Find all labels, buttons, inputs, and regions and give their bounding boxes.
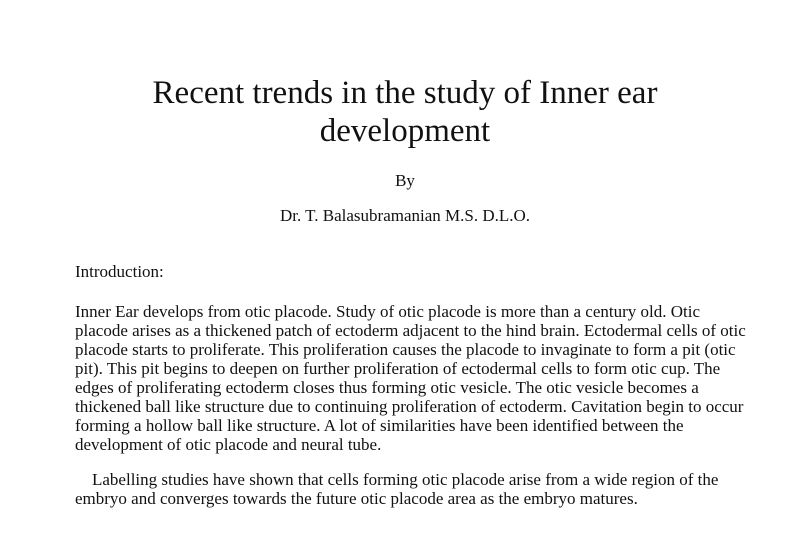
paragraph-line: forming a hollow ball like structure. A lot of similarities have been identified between the [75, 416, 684, 435]
paragraph-labelling [75, 470, 719, 508]
paragraph-line: Inner Ear develops from otic placode. Study of otic placode is more than a century old. Otic [75, 302, 701, 321]
section-heading: Introduction: [75, 262, 164, 281]
paragraph-line: placode arises as a thickened patch of ectoderm adjacent to the hind brain. Ectodermal cells of otic [75, 321, 746, 340]
paragraph-line: pit). This pit begins to deepen on further proliferation of ectodermal cells to form otic cup. The [75, 359, 721, 378]
paragraph-intro [75, 302, 746, 454]
title-line: Recent trends in the study of Inner ear [152, 75, 658, 111]
title-line: development [319, 113, 491, 149]
paragraph-line: placode starts to proliferate. This proliferation causes the placode to invaginate to form a pit (otic [75, 340, 736, 359]
paragraph-line: embryo and converges towards the future otic placode area as the embryo matures. [75, 489, 638, 508]
paragraph-line: development of otic placode and neural tube. [75, 435, 382, 454]
paragraph-line: edges of proliferating ectoderm closes thus forming otic vesicle. The otic vesicle becomes a [75, 378, 699, 397]
author-name: Dr. T. Balasubramanian M.S. D.L.O. [279, 206, 531, 225]
paragraph-line: thickened ball like structure due to continuing proliferation of ectoderm. Cavitation begin to occur [75, 397, 744, 416]
document-title [100, 74, 710, 150]
paragraph-line: Labelling studies have shown that cells forming otic placode arise from a wide region of the [92, 470, 719, 489]
byline: By [395, 171, 415, 190]
